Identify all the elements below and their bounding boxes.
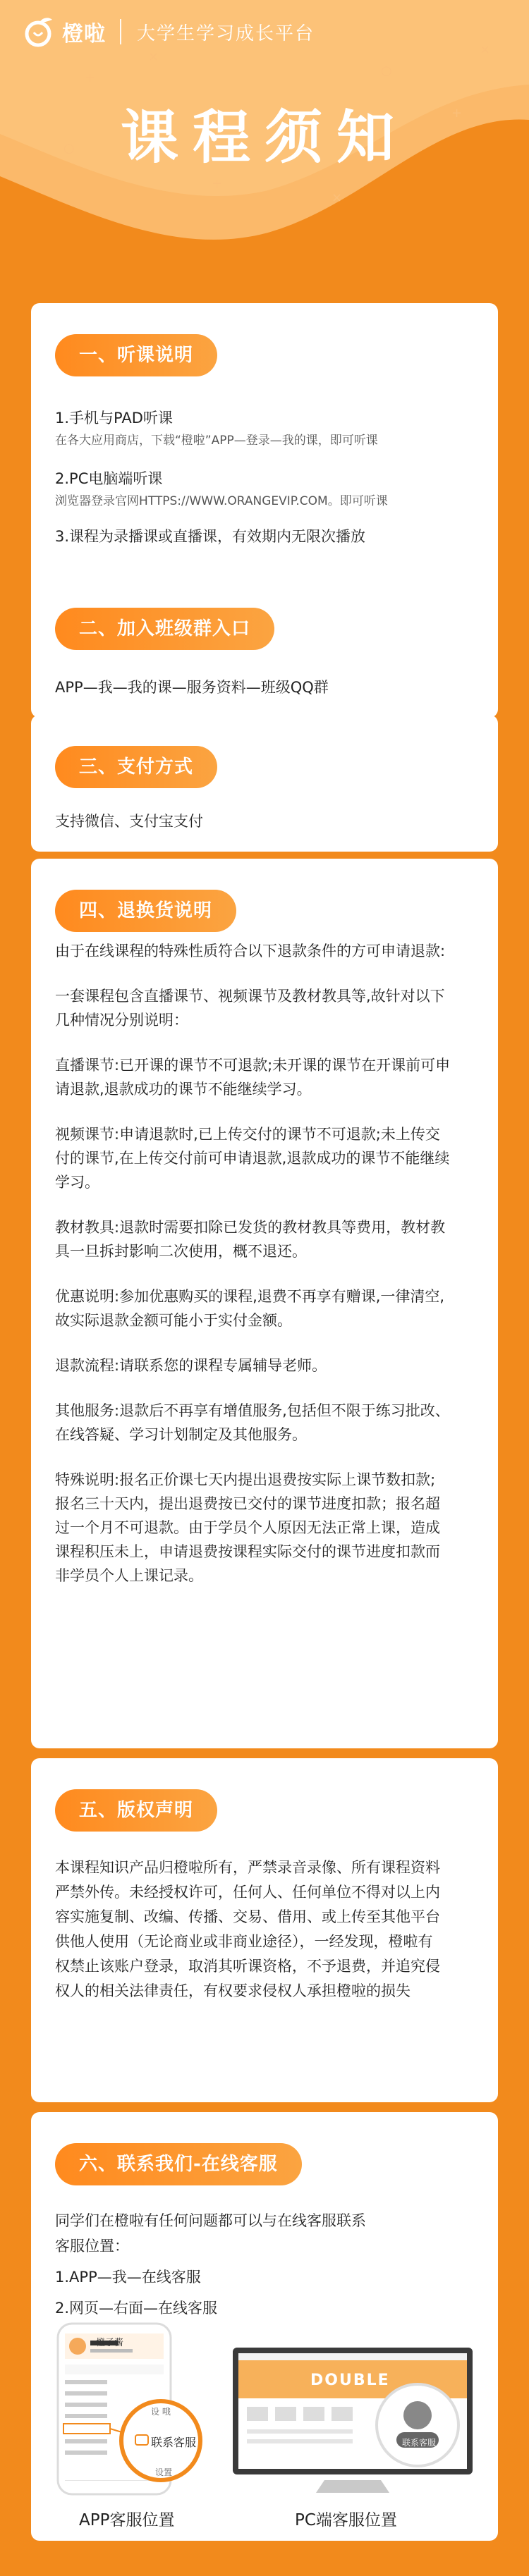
section-heading: 三、支付方式 [55, 746, 217, 788]
refund-paragraph [55, 1468, 478, 1588]
refund-paragraph [55, 1122, 478, 1194]
text-line: 权禁止该账户登录，取消其听课资格，不予退费，并追究侵 [55, 1958, 440, 1975]
text-line: 视频课节:申请退款时,已上传交付的课节不可退款;未上传交 [55, 1126, 440, 1143]
refund-paragraph [55, 984, 478, 1032]
section-line: 1.手机与PAD听课 [55, 410, 173, 427]
brand-divider [120, 19, 121, 44]
text-line: 故实际退款金额可能小于实付金额。 [55, 1312, 292, 1329]
section-contact [31, 2112, 498, 2541]
copyright-text [55, 1856, 484, 2004]
official-site-line[interactable]: 浏览器登录官网HTTPS://WWW.ORANGEVIP.COM。即可听课 [55, 494, 388, 508]
text-line: 其他服务:退款后不再享有增值服务,包括但不限于练习批改、 [55, 1402, 450, 1419]
text-line: 权人的相关法律责任，有权要求侵权人承担橙啦的损失 [55, 1982, 411, 1999]
section-copyright [31, 1758, 498, 2102]
text-line: 退款流程:请联系您的课程专属辅导老师。 [55, 1357, 327, 1374]
section-class-group [31, 577, 498, 718]
phone-peek-bottom: 设置 [155, 2467, 173, 2477]
text-line: 优惠说明:参加优惠购买的课程,退费不再享有赠课,一律清空, [55, 1288, 445, 1305]
phone-username: 橙子酱 [96, 2338, 124, 2348]
text-line: 2.网页—右面—在线客服 [55, 2300, 218, 2317]
text-line: 具一旦拆封影响二次使用，概不退还。 [55, 1243, 307, 1260]
refund-paragraph [55, 1215, 478, 1263]
refund-paragraph [55, 1354, 478, 1378]
pc-contact-label: 联系客服 [402, 2438, 437, 2448]
section-line: 在各大应用商店，下载“橙啦”APP—登录—我的课，即可听课 [55, 434, 378, 448]
pc-screenshot [233, 2342, 473, 2497]
text-line: 一套课程包含直播课节、视频课节及教材教具等,故针对以下 [55, 988, 445, 1005]
page-title: 课程须知 [120, 104, 408, 171]
section-listening [31, 303, 498, 594]
text-line: 本课程知识产品归橙啦所有，严禁录音录像、所有课程资料 [55, 1859, 440, 1876]
text-line: 由于在线课程的特殊性质符合以下退款条件的方可申请退款: [55, 943, 446, 959]
pc-caption: PC端客服位置 [295, 2511, 397, 2529]
text-line: 几种情况分别说明： [55, 1012, 188, 1029]
refund-paragraph [55, 939, 478, 963]
text-line: 同学们在橙啦有任何问题都可以与在线客服联系 [55, 2212, 366, 2229]
phone-contact-label: 联系客服 [151, 2436, 197, 2449]
pc-banner-text: DOUBLE [310, 2372, 390, 2389]
text-line: 教材教具:退款时需要扣除已发货的教材教具等费用，教材教 [55, 1219, 446, 1236]
text-line: 1.APP—我—在线客服 [55, 2269, 201, 2286]
text-line: 过一个月不可退款。由于学员个人原因无法正常上课，造成 [55, 1519, 440, 1536]
text-line: 报名三十天内，提出退费按已交付的课节进度扣款；报名超 [55, 1495, 440, 1512]
section-heading: 四、退换货说明 [55, 890, 236, 932]
text-line: 学习。 [55, 1174, 99, 1191]
section-line: 支持微信、支付宝支付 [55, 813, 203, 830]
orange-logo-icon [21, 16, 59, 48]
contact-text [55, 2208, 484, 2321]
brand-bar [21, 16, 315, 48]
phone-illustration [55, 2321, 224, 2497]
refund-paragraph [55, 1284, 478, 1332]
section-line: 2.PC电脑端听课 [55, 470, 163, 487]
app-screenshot [55, 2321, 224, 2497]
text-line: 客服位置： [55, 2238, 129, 2255]
logo-text: 橙啦 [62, 22, 106, 47]
refund-text [55, 939, 478, 1588]
section-heading: 二、加入班级群入口 [55, 608, 274, 650]
text-line: 直播课节:已开课的课节不可退款;未开课的课节在开课前可申 [55, 1057, 451, 1074]
text-line: 付的课节,在上传交付前可申请退款,退款成功的课节不能继续 [55, 1150, 450, 1167]
section-heading: 五、版权声明 [55, 1789, 217, 1832]
section-line: 3.课程为录播课或直播课，有效期内无限次播放 [55, 528, 366, 545]
text-line: 请退款,退款成功的课节不能继续学习。 [55, 1081, 312, 1098]
text-line: 非学员个人上课记录。 [55, 1567, 203, 1584]
text-line: 特殊说明:报名正价课七天内提出退费按实际上课节数扣款; [55, 1471, 436, 1488]
refund-paragraph [55, 1053, 478, 1101]
text-line: 严禁外传。未经授权许可，任何人、任何单位不得对以上内 [55, 1884, 440, 1901]
section-heading: 一、听课说明 [55, 334, 217, 376]
pc-illustration [233, 2342, 473, 2497]
section-payment [31, 715, 498, 852]
app-caption: APP客服位置 [79, 2511, 175, 2529]
refund-paragraph [55, 1399, 478, 1447]
text-line: 容实施复制、改编、传播、交易、借用、或上传至其他平台 [55, 1908, 440, 1925]
phone-peek-top: 设 哦 [151, 2407, 171, 2417]
text-line: 课程积压未上，申请退费按课程实际交付的课节进度扣款而 [55, 1543, 440, 1560]
brand-tagline: 大学生学习成长平台 [137, 23, 315, 44]
hero-banner: + × ○ + ○ × + × 橙啦 大学生学习成长平台 课程须知 [0, 0, 529, 289]
section-refund [31, 859, 498, 1748]
text-line: 在线答疑、学习计划制定及其他服务。 [55, 1426, 307, 1443]
section-line: APP—我—我的课—服务资料—班级QQ群 [55, 679, 329, 696]
section-heading: 六、联系我们-在线客服 [55, 2143, 302, 2185]
text-line: 供他人使用（无论商业或非商业途径），一经发现，橙啦有 [55, 1933, 433, 1950]
